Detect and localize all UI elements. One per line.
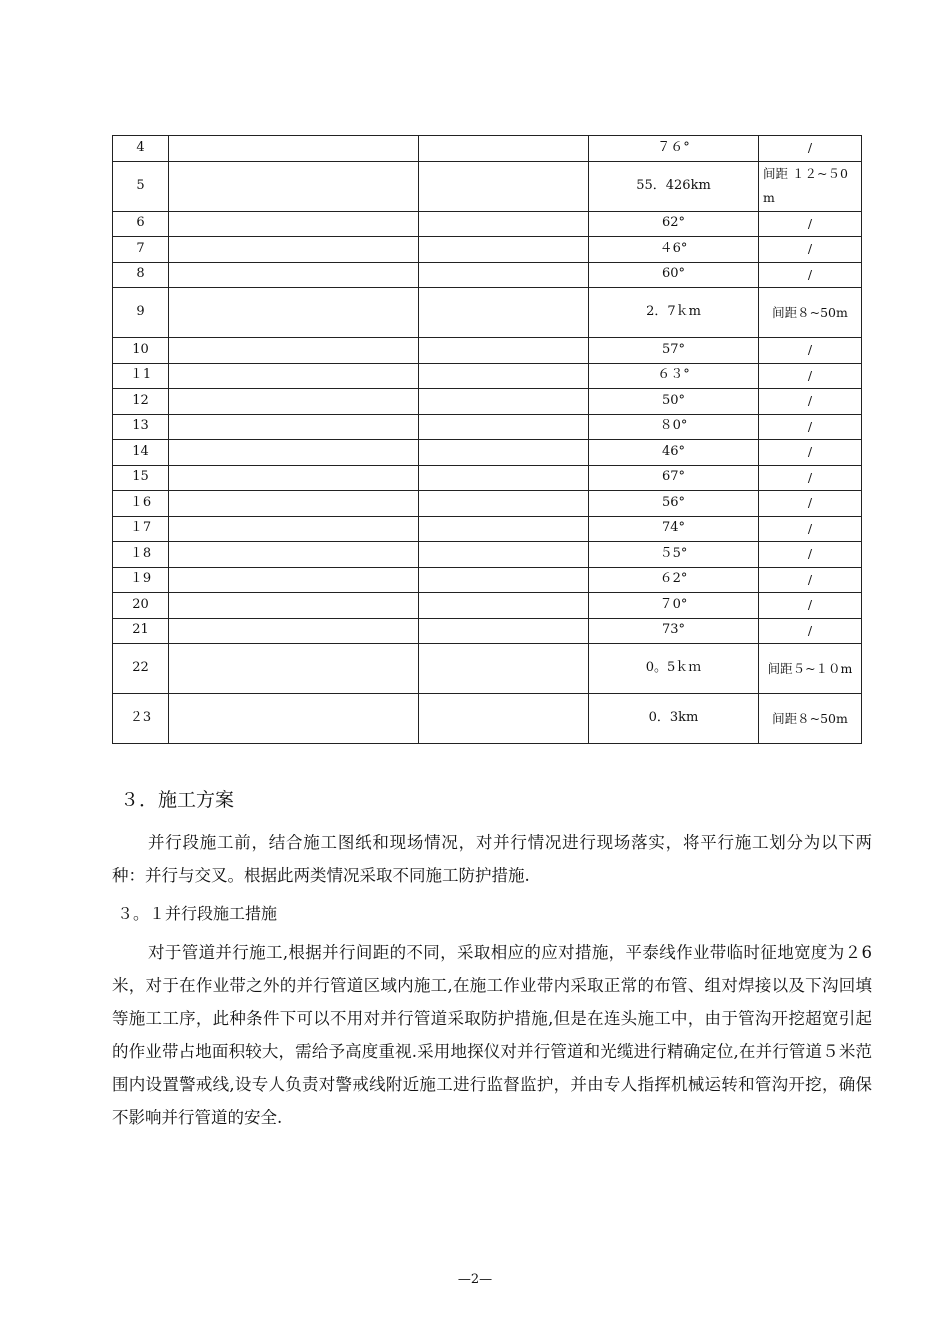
value-cell: ６３° bbox=[589, 363, 759, 389]
note-cell: / bbox=[759, 363, 862, 389]
value-cell: 55．426km bbox=[589, 161, 759, 211]
blank-cell bbox=[419, 491, 589, 517]
table-row bbox=[113, 389, 862, 415]
row-number-cell: ２3 bbox=[113, 694, 169, 744]
blank-cell bbox=[169, 440, 419, 466]
table-row bbox=[113, 440, 862, 466]
note-cell: / bbox=[759, 465, 862, 491]
value-cell: 73° bbox=[589, 618, 759, 644]
blank-cell bbox=[169, 389, 419, 415]
note-cell: / bbox=[759, 567, 862, 593]
subsection-heading: ３。１并行段施工措施 bbox=[117, 904, 278, 923]
page-number: —2— bbox=[457, 1272, 493, 1287]
value-cell: 2．7ｋm bbox=[589, 288, 759, 338]
value-cell: ７６° bbox=[589, 136, 759, 162]
value-cell: 46° bbox=[589, 440, 759, 466]
blank-cell bbox=[419, 465, 589, 491]
row-number-cell: 5 bbox=[113, 161, 169, 211]
blank-cell bbox=[169, 237, 419, 263]
value-cell: ４6° bbox=[589, 237, 759, 263]
blank-cell bbox=[419, 440, 589, 466]
row-number-cell: 22 bbox=[113, 644, 169, 694]
note-cell: / bbox=[759, 136, 862, 162]
value-cell: 62° bbox=[589, 211, 759, 237]
blank-cell bbox=[419, 237, 589, 263]
row-number-cell: 14 bbox=[113, 440, 169, 466]
note-cell: 间距 １２~５0m bbox=[759, 161, 862, 211]
blank-cell bbox=[419, 414, 589, 440]
table-row bbox=[113, 262, 862, 288]
row-number-cell: 12 bbox=[113, 389, 169, 415]
blank-cell bbox=[419, 694, 589, 744]
table-body bbox=[113, 136, 862, 744]
blank-cell bbox=[419, 618, 589, 644]
value-cell: ５5° bbox=[589, 542, 759, 568]
table-row bbox=[113, 516, 862, 542]
blank-cell bbox=[169, 288, 419, 338]
table-row bbox=[113, 465, 862, 491]
table-row bbox=[113, 338, 862, 364]
value-cell: ８0° bbox=[589, 414, 759, 440]
table-row bbox=[113, 161, 862, 211]
paragraph-parallel-measures: 对于管道并行施工,根据并行间距的不同，采取相应的应对措施，平泰线作业带临时征地宽度为２6米，对于在作业带之外的并行管道区域内施工,在施工作业带内采取正常的布管、组对焊接以及下沟回填等施工工序，此种条件下可以不用对并行管道采取防护措施,但是在连头施工中，由于管沟开挖超宽引起的作业带占地面积较大，需给予高度重视.采用地探仪对并行管道和光缆进行精确定位,在并行管道５米范围内设置警戒线,设专人负责对警戒线附近施工进行监督监护，并由专人指挥机械运转和管沟开挖，确保不影响并行管道的安全. bbox=[112, 943, 872, 1127]
table-row bbox=[113, 644, 862, 694]
blank-cell bbox=[169, 414, 419, 440]
blank-cell bbox=[419, 516, 589, 542]
blank-cell bbox=[419, 389, 589, 415]
blank-cell bbox=[169, 465, 419, 491]
blank-cell bbox=[419, 363, 589, 389]
blank-cell bbox=[419, 136, 589, 162]
value-cell: 56° bbox=[589, 491, 759, 517]
row-number-cell: 20 bbox=[113, 593, 169, 619]
blank-cell bbox=[169, 211, 419, 237]
note-cell: / bbox=[759, 237, 862, 263]
note-cell: / bbox=[759, 211, 862, 237]
row-number-cell: 6 bbox=[113, 211, 169, 237]
blank-cell bbox=[419, 593, 589, 619]
row-number-cell: 4 bbox=[113, 136, 169, 162]
blank-cell bbox=[419, 161, 589, 211]
blank-cell bbox=[419, 644, 589, 694]
blank-cell bbox=[169, 516, 419, 542]
row-number-cell: １1 bbox=[113, 363, 169, 389]
table-row bbox=[113, 542, 862, 568]
blank-cell bbox=[169, 644, 419, 694]
blank-cell bbox=[169, 694, 419, 744]
note-cell: / bbox=[759, 440, 862, 466]
table-row bbox=[113, 237, 862, 263]
blank-cell bbox=[419, 567, 589, 593]
row-number-cell: 21 bbox=[113, 618, 169, 644]
value-cell: 50° bbox=[589, 389, 759, 415]
row-number-cell: 13 bbox=[113, 414, 169, 440]
note-cell: / bbox=[759, 414, 862, 440]
table-row bbox=[113, 694, 862, 744]
note-cell: / bbox=[759, 262, 862, 288]
blank-cell bbox=[169, 136, 419, 162]
value-cell: ７0° bbox=[589, 593, 759, 619]
table-row bbox=[113, 593, 862, 619]
row-number-cell: 10 bbox=[113, 338, 169, 364]
row-number-cell: 15 bbox=[113, 465, 169, 491]
note-cell: / bbox=[759, 389, 862, 415]
row-number-cell: 8 bbox=[113, 262, 169, 288]
blank-cell bbox=[169, 262, 419, 288]
blank-cell bbox=[419, 211, 589, 237]
blank-cell bbox=[419, 288, 589, 338]
note-cell: / bbox=[759, 618, 862, 644]
value-cell: 67° bbox=[589, 465, 759, 491]
blank-cell bbox=[169, 363, 419, 389]
row-number-cell: １7 bbox=[113, 516, 169, 542]
blank-cell bbox=[169, 161, 419, 211]
blank-cell bbox=[169, 491, 419, 517]
value-cell: 60° bbox=[589, 262, 759, 288]
value-cell: 0．3km bbox=[589, 694, 759, 744]
value-cell: ６2° bbox=[589, 567, 759, 593]
value-cell: 0。5ｋｍ bbox=[589, 644, 759, 694]
value-cell: 57° bbox=[589, 338, 759, 364]
table-row bbox=[113, 618, 862, 644]
table-row bbox=[113, 414, 862, 440]
table-row bbox=[113, 363, 862, 389]
note-cell: / bbox=[759, 516, 862, 542]
table-row bbox=[113, 288, 862, 338]
blank-cell bbox=[169, 338, 419, 364]
table-row bbox=[113, 136, 862, 162]
note-cell: / bbox=[759, 593, 862, 619]
blank-cell bbox=[169, 593, 419, 619]
blank-cell bbox=[419, 262, 589, 288]
blank-cell bbox=[419, 542, 589, 568]
note-cell: 间距８~50m bbox=[759, 288, 862, 338]
section-heading: ３．施工方案 bbox=[120, 789, 235, 811]
row-number-cell: 9 bbox=[113, 288, 169, 338]
row-number-cell: １9 bbox=[113, 567, 169, 593]
blank-cell bbox=[169, 567, 419, 593]
blank-cell bbox=[169, 618, 419, 644]
table-row bbox=[113, 567, 862, 593]
table-row bbox=[113, 211, 862, 237]
blank-cell bbox=[169, 542, 419, 568]
row-number-cell: １8 bbox=[113, 542, 169, 568]
blank-cell bbox=[419, 338, 589, 364]
note-cell: / bbox=[759, 542, 862, 568]
note-cell: / bbox=[759, 491, 862, 517]
row-number-cell: 7 bbox=[113, 237, 169, 263]
table-row bbox=[113, 491, 862, 517]
crossing-table bbox=[112, 135, 862, 744]
paragraph-intro: 并行段施工前，结合施工图纸和现场情况，对并行情况进行现场落实，将平行施工划分为以下两种：并行与交叉。根据此两类情况采取不同施工防护措施. bbox=[112, 833, 872, 885]
note-cell: 间距８~50m bbox=[759, 694, 862, 744]
row-number-cell: １6 bbox=[113, 491, 169, 517]
value-cell: 74° bbox=[589, 516, 759, 542]
note-cell: 间距５~１０m bbox=[759, 644, 862, 694]
note-cell: / bbox=[759, 338, 862, 364]
